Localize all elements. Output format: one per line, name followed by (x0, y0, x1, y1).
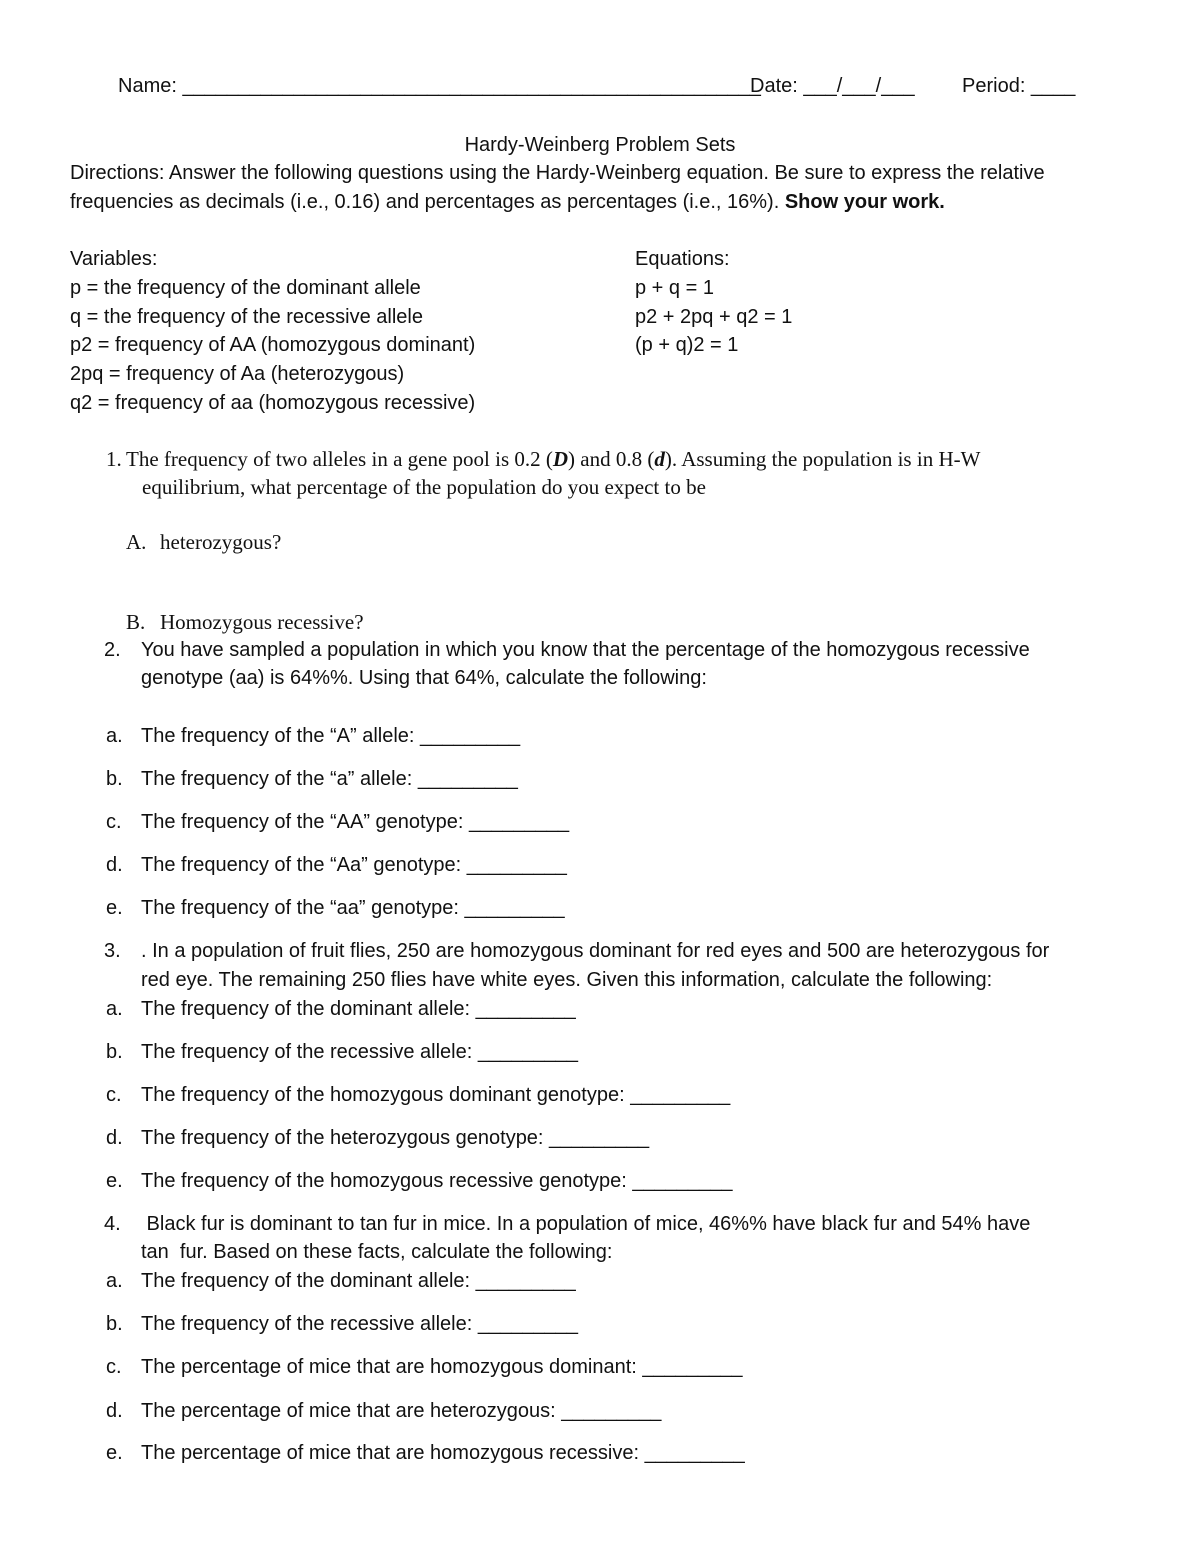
q2-item-a[interactable]: The frequency of the “A” allele: _________ (141, 725, 521, 747)
directions-line-2 (70, 190, 945, 214)
q4-item-c[interactable]: The percentage of mice that are homozygous dominant: _________ (141, 1356, 743, 1378)
q4-item-b[interactable]: The frequency of the recessive allele: _________ (141, 1313, 578, 1335)
q2-item-label: c. (106, 811, 122, 833)
q1-part-a-text: heterozygous? (160, 530, 282, 554)
period-field[interactable]: Period: ____ (962, 75, 1076, 97)
q2-item-b[interactable]: The frequency of the “a” allele: _________ (141, 768, 518, 790)
question-2-line-1: You have sampled a population in which you know that the percentage of the homozygous recessive (141, 639, 1030, 661)
equation-item: p + q = 1 (635, 277, 714, 299)
q4-item-e[interactable]: The percentage of mice that are homozygous recessive: _________ (141, 1442, 745, 1464)
q3-item-label: b. (106, 1041, 123, 1063)
q2-item-d[interactable]: The frequency of the “Aa” genotype: _________ (141, 854, 567, 876)
directions-text: frequencies as decimals (i.e., 0.16) and percentages as percentages (i.e., 16%). (70, 191, 780, 213)
question-1-line-1 (126, 447, 980, 471)
q4-item-label: a. (106, 1270, 123, 1292)
q2-item-label: b. (106, 768, 123, 790)
variable-item: p = the frequency of the dominant allele (70, 277, 421, 299)
equation-item: (p + q)2 = 1 (635, 334, 739, 356)
q2-item-label: e. (106, 897, 123, 919)
variable-item: q = the frequency of the recessive allele (70, 306, 423, 328)
q4-item-d[interactable]: The percentage of mice that are heterozygous: _________ (141, 1400, 662, 1422)
q4-item-label: b. (106, 1313, 123, 1335)
q1-text-b: ) and 0.8 ( (568, 447, 655, 471)
name-field[interactable]: Name: ____________________________________________________ (118, 75, 761, 97)
allele-D: D (552, 447, 569, 471)
question-4-line-1: Black fur is dominant to tan fur in mice. In a population of mice, 46%% have black fur and 54% have (141, 1213, 1031, 1235)
question-2-line-2: genotype (aa) is 64%%. Using that 64%, calculate the following: (141, 667, 707, 689)
question-3-line-2: red eye. The remaining 250 flies have white eyes. Given this information, calculate the following: (141, 969, 993, 991)
q4-item-label: c. (106, 1356, 122, 1378)
q1-part-a-label: A. (126, 530, 147, 554)
q3-item-label: e. (106, 1170, 123, 1192)
date-field[interactable]: Date: ___/___/___ (750, 75, 915, 97)
question-4-number: 4. (104, 1213, 121, 1235)
question-2-number: 2. (104, 639, 121, 661)
q3-item-label: d. (106, 1127, 123, 1149)
q3-item-label: c. (106, 1084, 122, 1106)
q4-item-a[interactable]: The frequency of the dominant allele: _________ (141, 1270, 576, 1292)
variables-heading: Variables: (70, 248, 158, 270)
q1-part-b-text: Homozygous recessive? (160, 610, 364, 634)
page-title: Hardy-Weinberg Problem Sets (464, 134, 736, 156)
q1-part-b-label: B. (126, 610, 146, 634)
q3-item-b[interactable]: The frequency of the recessive allele: _________ (141, 1041, 578, 1063)
allele-d: d (654, 447, 665, 471)
variable-item: 2pq = frequency of Aa (heterozygous) (70, 363, 405, 385)
q4-item-label: e. (106, 1442, 123, 1464)
q2-item-label: a. (106, 725, 123, 747)
q1-text-c: ). Assuming the population is in H-W (664, 447, 981, 471)
variable-item: q2 = frequency of aa (homozygous recessive) (70, 392, 476, 414)
variable-item: p2 = frequency of AA (homozygous dominant) (70, 334, 476, 356)
q3-item-a[interactable]: The frequency of the dominant allele: _________ (141, 998, 576, 1020)
q2-item-c[interactable]: The frequency of the “AA” genotype: _________ (141, 811, 570, 833)
q4-item-label: d. (106, 1400, 123, 1422)
q3-item-c[interactable]: The frequency of the homozygous dominant genotype: _________ (141, 1084, 731, 1106)
q3-item-d[interactable]: The frequency of the heterozygous genotype: _________ (141, 1127, 650, 1149)
question-3-number: 3. (104, 940, 121, 962)
q3-item-e[interactable]: The frequency of the homozygous recessive genotype: _________ (141, 1170, 733, 1192)
q1-text-a: The frequency of two alleles in a gene pool is 0.2 ( (126, 447, 553, 471)
question-1-line-2: equilibrium, what percentage of the population do you expect to be (142, 475, 706, 499)
equations-heading: Equations: (635, 248, 730, 270)
equation-item: p2 + 2pq + q2 = 1 (635, 306, 793, 328)
question-3-line-1: . In a population of fruit flies, 250 are homozygous dominant for red eyes and 500 are heterozygous for (141, 940, 1050, 962)
directions-line-1: Directions: Answer the following questions using the Hardy-Weinberg equation. Be sure to express the relative (70, 162, 1045, 184)
q2-item-label: d. (106, 854, 123, 876)
show-work-note: Show your work. (784, 191, 945, 213)
q2-item-e[interactable]: The frequency of the “aa” genotype: _________ (141, 897, 565, 919)
question-4-line-2: tan fur. Based on these facts, calculate the following: (141, 1241, 613, 1263)
q3-item-label: a. (106, 998, 123, 1020)
question-1-number: 1. (106, 447, 122, 471)
